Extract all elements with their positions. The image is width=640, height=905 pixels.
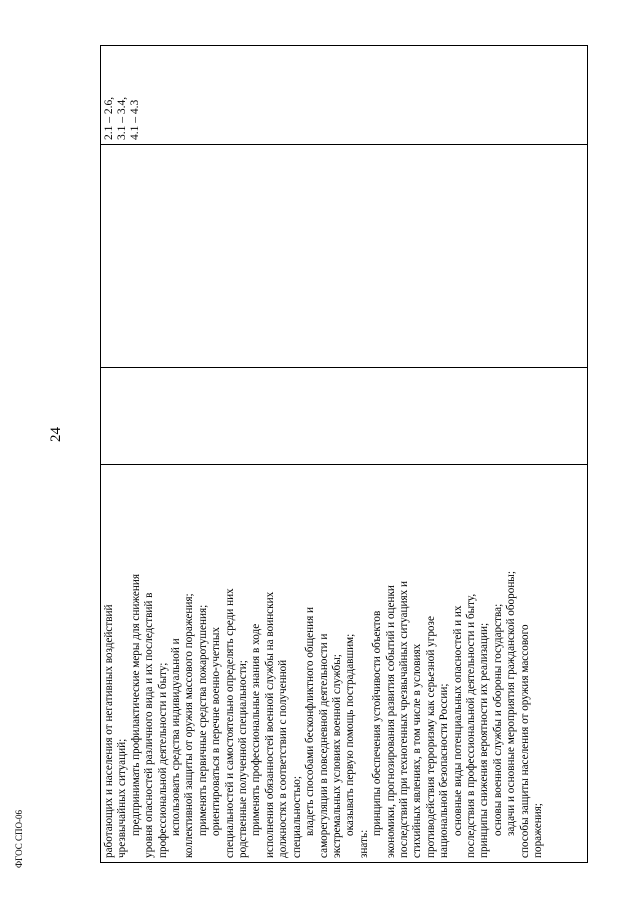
- content-line: задачи и основные мероприятия гражданской обороны;: [505, 571, 518, 836]
- content-line: ориентироваться в перечне военно-учетных: [210, 627, 223, 836]
- content-line: родственные полученной специальности;: [237, 660, 250, 858]
- content-line: предпринимать профилактические меры для снижения: [129, 573, 142, 836]
- content-line: исполнения обязанностей военной службы на воинских: [263, 591, 276, 858]
- content-line: поражения;: [532, 803, 544, 858]
- content-line: профессиональной деятельности и быту;: [156, 662, 169, 858]
- content-cell: [101, 464, 587, 862]
- content-line: специальностью;: [290, 776, 303, 858]
- content-line: коллективной защиты от оружия массового поражения;: [183, 593, 196, 858]
- discipline-cell: [101, 144, 587, 367]
- content-line: способы защиты населения от оружия массового: [518, 624, 531, 858]
- content-line: национальной безопасности России;: [438, 683, 451, 858]
- content-line: оказывать первую помощь пострадавшим;: [344, 633, 357, 836]
- footer-code: ФГОС СПО-06: [14, 810, 24, 868]
- content-line: противодействия терроризму как серьезной угрозе: [424, 616, 437, 858]
- content-line: использовать средства индивидуальной и: [170, 638, 183, 836]
- content-line: экономики, прогнозирования развития событий и оценки: [384, 585, 397, 858]
- content-line: основные виды потенциальных опасностей и их: [451, 605, 464, 836]
- competency-codes-cell: [101, 44, 587, 144]
- competency-code: 2.1 – 2.6,: [103, 96, 115, 140]
- content-line: должностях в соответствии с полученной: [277, 659, 290, 858]
- content-line: владеть способами бесконфликтного общения и: [304, 606, 317, 836]
- competency-code: 3.1 – 3.4,: [116, 96, 128, 140]
- content-line: уровня опасностей различного вида и их последствий в: [143, 592, 156, 858]
- content-line: принципы снижения вероятности их реализации;: [478, 622, 491, 858]
- content-line: знать:: [357, 829, 370, 858]
- content-line: основы военной службы и обороны государства;: [491, 603, 504, 836]
- content-line: принципы обеспечения устойчивости объектов: [371, 610, 384, 836]
- content-line: последствия в профессиональной деятельности и быту,: [464, 593, 477, 858]
- content-line: стихийных явлениях, в том числе в условиях: [411, 643, 424, 858]
- competency-code: 4.1 – 4.3: [129, 99, 141, 140]
- content-line: работающих и населения от негативных воздействий: [103, 604, 115, 858]
- content-line: последствий при техногенных чрезвычайных ситуациях и: [397, 581, 410, 858]
- content-line: саморегуляции в повседневной деятельности и: [317, 633, 330, 858]
- content-line: применять профессиональные знания в ходе: [250, 623, 263, 836]
- content-line: применять первичные средства пожаротушения;: [196, 604, 209, 836]
- content-line: чрезвычайных ситуаций;: [116, 738, 129, 858]
- page-number: 24: [48, 427, 64, 442]
- content-line: специальностей и самостоятельно определять среди них: [223, 588, 236, 858]
- hours-cell: [101, 367, 587, 464]
- curriculum-table: [100, 45, 588, 863]
- content-line: экстремальных условиях военной службы;: [330, 654, 343, 858]
